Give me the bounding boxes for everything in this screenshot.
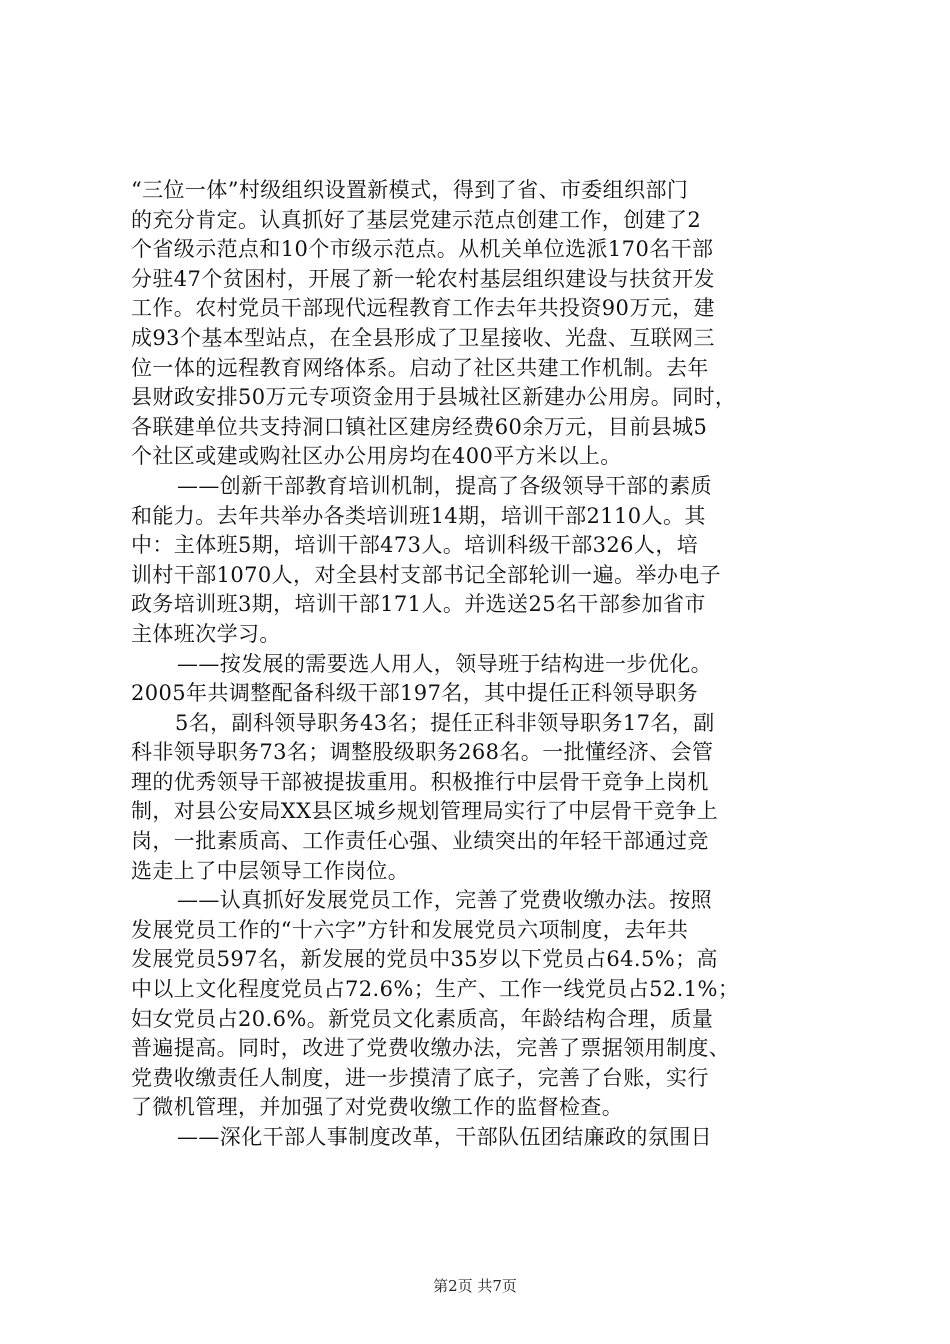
text-line: 制，对县公安局XX县区城乡规划管理局实行了中层骨干竞争上 [131,799,719,824]
text-line: 党费收缴责任人制度，进一步摸清了底子，完善了台账，实行 [131,1065,709,1090]
text-line: 和能力。去年共举办各类培训班14期，培训干部2110人。其 [131,503,706,528]
text-line: 个省级示范点和10个市级示范点。从机关单位选派170名干部 [131,237,714,262]
text-line: 政务培训班3期，培训干部171人。并选送25名干部参加省市 [131,592,706,617]
text-line: 位一体的远程教育网络体系。启动了社区共建工作机制。去年 [131,355,709,380]
document-body [131,176,831,1153]
text-line: 发展党员工作的“十六字”方针和发展党员六项制度，去年共 [131,917,689,942]
text-line: 各联建单位共支持洞口镇社区建房经费60余万元，目前县城5 [131,414,708,439]
page-footer [0,1276,950,1296]
text-line: 妇女党员占20.6%。新党员文化素质高，年龄结构合理，质量 [131,1006,714,1031]
text-line: 普遍提高。同时，改进了党费收缴办法，完善了票据领用制度、 [131,1036,731,1061]
text-line: 个社区或建或购社区办公用房均在400平方米以上。 [131,444,622,469]
text-line: 岗，一批素质高、工作责任心强、业绩突出的年轻干部通过竞 [131,829,709,854]
page-number-label: 第2页 共7页 [433,1277,517,1295]
text-line: 工作。农村党员干部现代远程教育工作去年共投资90万元，建 [131,296,715,321]
text-line: 中以上文化程度党员占72.6%；生产、工作一线党员占52.1%； [131,977,740,1002]
text-line: 理的优秀领导干部被提拔重用。积极推行中层骨干竞争上岗机 [131,769,709,794]
text-line: 分驻47个贫困村，开展了新一轮农村基层组织建设与扶贫开发 [131,266,715,291]
text-line: 2005年共调整配备科级干部197名，其中提任正科领导职务 [131,681,699,706]
text-line: 县财政安排50万元专项资金用于县城社区新建办公用房。同时， [131,385,737,410]
paragraph-start-line: ——创新干部教育培训机制，提高了各级领导干部的素质 [177,473,712,498]
text-line: 的充分肯定。认真抓好了基层党建示范点创建工作，创建了2 [131,207,702,232]
paragraph-start-line: ——认真抓好发展党员工作，完善了党费收缴办法。按照 [177,888,712,913]
text-line: 5名，副科领导职务43名；提任正科非领导职务17名，副 [175,710,715,735]
text-line: 中：主体班5期，培训干部473人。培训科级干部326人，培 [131,533,699,558]
text-line: 科非领导职务73名；调整股级职务268名。一批懂经济、会管 [131,740,714,765]
text-line: 主体班次学习。 [131,621,281,646]
paragraph-start-line: ——按发展的需要选人用人，领导班于结构进一步优化。 [177,651,712,676]
paragraph-start-line: ——深化干部人事制度改革，干部队伍团结廉政的氛围日 [177,1125,712,1149]
text-line: 发展党员597名，新发展的党员中35岁以下党员占64.5%；高 [131,947,718,972]
text-line: 成93个基本型站点，在全县形成了卫星接收、光盘、互联网三 [131,325,715,350]
text-line: 了微机管理，并加强了对党费收缴工作的监督检查。 [131,1095,624,1120]
text-line: “三位一体”村级组织设置新模式，得到了省、市委组织部门 [131,178,689,202]
text-line: 训村干部1070人，对全县村支部书记全部轮训一遍。举办电子 [131,562,722,587]
text-line: 选走上了中层领导工作岗位。 [131,858,410,883]
